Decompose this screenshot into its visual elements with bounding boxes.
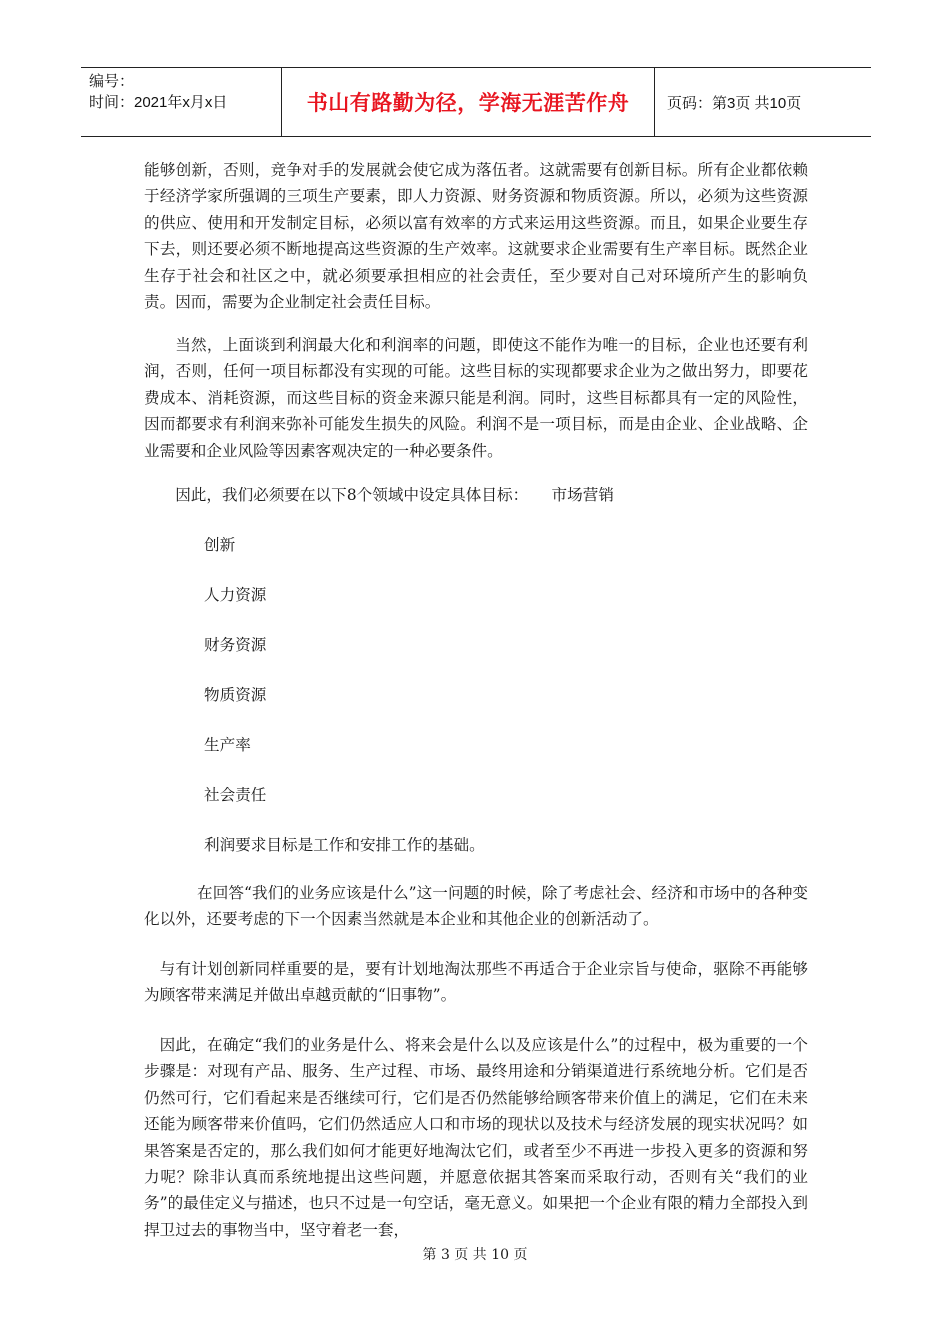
list-item: 人力资源 bbox=[204, 586, 267, 604]
document-date-label: 时间：2021年x月x日 bbox=[89, 94, 228, 111]
paragraph-business-question: 在回答“我们的业务应该是什么”这一问题的时候，除了考虑社会、经济和市场中的各种变化以外，还要考虑的下一个因素当然就是本企业和其他企业的创新活动了。 bbox=[144, 884, 808, 929]
header-motto: 书山有路勤为径，学海无涯苦作舟 bbox=[282, 68, 655, 136]
list-item: 利润要求目标是工作和安排工作的基础。 bbox=[204, 836, 485, 854]
page-footer: 第 3 页 共 10 页 bbox=[422, 1247, 528, 1263]
list-item: 生产率 bbox=[204, 736, 251, 754]
paragraph-innovation-goals: 能够创新，否则，竞争对手的发展就会使它成为落伍者。这就需要有创新目标。所有企业都依赖于经济学家所强调的三项生产要素，即人力资源、财务资源和物质资源。所以，必须为这些资源的供应、使用和开发制定目标，必须以富有效率的方式来运用这些资源。而且，如果企业要生存下去，则还要必须不断地提高这些资源的生产效率。这就要求企业需要有生产率目标。既然企业生存于社会和社区之中，就必须要承担相应的社会责任，至少要对自己对环境所产生的影响负责。因而，需要为企业制定社会责任目标。 bbox=[144, 161, 808, 312]
document-number-label: 编号： bbox=[89, 73, 135, 90]
page-header bbox=[81, 67, 871, 137]
header-meta bbox=[81, 68, 282, 136]
header-page-info: 页码：第3页 共10页 bbox=[667, 94, 802, 112]
paragraph-abandonment: 与有计划创新同样重要的是，要有计划地淘汰那些不再适合于企业宗旨与使命，驱除不再能够为顾客带来满足并做出卓越贡献的“旧事物”。 bbox=[144, 960, 808, 1005]
list-item: 社会责任 bbox=[204, 786, 267, 804]
paragraph-systematic-analysis: 因此，在确定“我们的业务是什么、将来会是什么以及应该是什么”的过程中，极为重要的一个步骤是：对现有产品、服务、生产过程、市场、最终用途和分销渠道进行系统地分析。它们是否仍然可行，它们看起来是否继续可行，它们是否仍然能够给顾客带来价值上的满足，它们在未来还能为顾客带来价值吗，它们仍然适应人口和市场的现状以及技术与经济发展的现实状况吗？如果答案是否定的，那么我们如何才能更好地淘汰它们，或者至少不再进一步投入更多的资源和努力呢？除非认真而系统地提出这些问题，并愿意依据其答案而采取行动，否则有关“我们的业务”的最佳定义与描述，也只不过是一句空话，毫无意义。如果把一个企业有限的精力全部投入到捍卫过去的事物当中，坚守着老一套， bbox=[144, 1036, 808, 1239]
list-item: 财务资源 bbox=[204, 636, 267, 654]
paragraph-eight-areas: 因此，我们必须要在以下8个领域中设定具体目标： 市场营销 bbox=[175, 486, 614, 504]
paragraph-profit: 当然，上面谈到利润最大化和利润率的问题，即使这不能作为唯一的目标，企业也还要有利润，否则，任何一项目标都没有实现的可能。这些目标的实现都要求企业为之做出努力，即要花费成本、消耗资源，而这些目标的资金来源只能是利润。同时，这些目标都具有一定的风险性，因而都要求有利润来弥补可能发生损失的风险。利润不是一项目标，而是由企业、企业战略、企业需要和企业风险等因素客观决定的一种必要条件。 bbox=[144, 336, 808, 460]
list-item: 物质资源 bbox=[204, 686, 267, 704]
list-item: 创新 bbox=[204, 536, 236, 554]
